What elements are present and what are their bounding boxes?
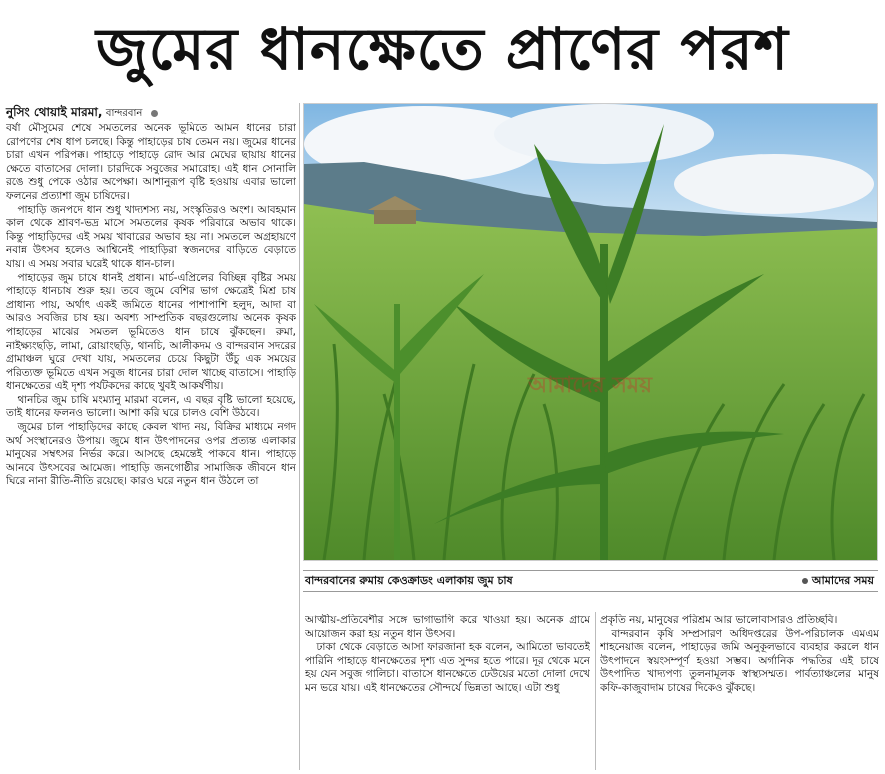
article-paragraph: পাহাড়ের জুম চাষে ধানই প্রধান। মার্চ-এপ্রিলের বিচ্ছিন্ন বৃষ্টির সময় পাহাড়ে ধানচাষ শুরু হয়। তবে জুমে বেশির ভাগ ক্ষেত্রেই মিশ্র চাষ প্রাধান্য পায়, অর্থাৎ একই জমিতে ধানের পাশাপাশি হলুদ, আদা বা আরও সবজির চাষ হয়। অবশ্য সাম্প্রতিক বছরগুলোয় অনেক কৃষক পাহাড়ের মাঝের সমতল ভূমিতেও ধান চাষে ঝুঁকছেন। রুমা, নাইক্ষ্যংছড়ি, লামা, রোয়াংছড়ি, থানচি, আলীকদম ও বান্দরবান সদরের গ্রামাঞ্চল ঘুরে দেখা যায়, সমতলের চেয়ে কিছুটা উঁচু এক সময়ের পরিত্যক্ত ভূমিতে এখন সবুজ ধানের চারা দোল খাচ্ছে বাতাসে। পাহাড়ি ধানক্ষেতের এই দৃশ্য পর্যটকদের কাছে খুবই আকর্ষণীয়। — [6, 271, 296, 393]
cloud — [494, 104, 714, 164]
photo-caption-bar — [303, 570, 878, 592]
article-paragraph: প্রকৃতি নয়, মানুষের পরিশ্রম আর ভালোবাসারও প্রতিচ্ছবি। — [600, 614, 838, 626]
news-photo — [303, 103, 878, 561]
photo-caption: বান্দরবানের রুমায় কেওক্রাডং এলাকায় জুম চাষ — [305, 574, 513, 587]
byline-place: বান্দরবান — [105, 108, 143, 119]
cloud — [674, 154, 874, 214]
photo-watermark: আমাদের সময় — [527, 373, 653, 398]
column-divider — [299, 103, 300, 770]
article-paragraph: জুমের চাল পাহাড়িদের কাছে কেবল খাদ্য নয়, বিক্রির মাধ্যমে নগদ অর্থ সংস্থানেরও উপায়। জুমে ধান উৎপাদনের ওপর প্রত্যন্ত এলাকার মানুষের সম্বৎসর নির্ভর করে। আসছে হেমন্তেই পাকবে ধান। পাহাড়ে আনবে উৎসবের আমেজ। পাহাড়ি জনগোষ্ঠীর সামাজিক জীবনে ধান ঘিরে নানা রীতি-নীতি রয়েছে। কারও ঘরে নতুন ধান উঠলে তা — [6, 421, 296, 488]
article-paragraph: বর্ষা মৌসুমের শেষে সমতলের অনেক ভূমিতে আমন ধানের চারা রোপণের শেষ ধাপ চলছে। কিন্তু পাহাড়ের চাষ তেমন নয়। জুমের ধানের চারা এখন পরিপক্ক। পাহাড়ে পাহাড়ে রোদ আর মেঘের ছায়ায় ধানের ক্ষেতে বাতাসের দোলা। চারদিকে সবুজের সমারোহ। এই ধান সোনালি রঙে শুধু পেকে ওঠার অপেক্ষা। আশানুরূপ বৃষ্টি হওয়ায় এবার ভালো ফলনের প্রত্যাশা জুম চাষিদের। — [6, 122, 296, 202]
photo-credit — [802, 571, 874, 591]
byline-author: নুসিং থোয়াই মারমা, — [6, 105, 103, 119]
byline-bullet-icon — [151, 110, 158, 117]
photo-credit-text: আমাদের সময় — [811, 574, 874, 587]
article-column-left — [6, 122, 296, 770]
article-paragraph: ঢাকা থেকে বেড়াতে আসা ফারজানা হক বলেন, আমিতো ভাবতেই পারিনি পাহাড়ে ধানক্ষেতের দৃশ্য এত সুন্দর হতে পারে। দূর থেকে মনে হয় যেন সবুজ গালিচা। বাতাসে ধানক্ষেতে ঢেউয়ের মতো দোলা দেখে মন ভরে যায়। এই ধানক্ষেতের সৌন্দর্যে ভিন্নতা আছে। এটা শুধু — [305, 641, 590, 694]
paddy-field-photo — [304, 104, 877, 560]
credit-bullet-icon — [802, 578, 808, 584]
headline: জুমের ধানক্ষেতে প্রাণের পরশ — [96, 15, 789, 83]
article-paragraph: পাহাড়ি জনপদে ধান শুধু খাদ্যশস্য নয়, সংস্কৃতিরও অংশ। আবহমান কাল থেকে শ্রাবণ-ভদ্র মাসে সমতলের কৃষক পরিবারে অভাব থাকে। কিন্তু পাহাড়িদের এই সময় খাবারের অভাব হয় না। সমতলে অগ্রহায়ণে নবান্ন উৎসব হলেও আশ্বিনেই পাহাড়িরা স্বজনদের বাড়িতে বেড়াতে যায়। এ সময় সবার ঘরেই থাকে ধান-চাল। — [6, 203, 296, 270]
byline — [6, 103, 296, 121]
article-paragraph: থানচির জুম চাষি মংম্যানু মারমা বলেন, এ বছর বৃষ্টি ভালো হয়েছে, তাই ধানের ফলনও ভালো। আশা করি ঘরে চালও বেশি উঠবে। — [6, 393, 296, 420]
article-column-middle — [305, 614, 590, 770]
article-column-right — [600, 614, 879, 770]
column-divider — [595, 612, 596, 770]
jum-hut — [374, 208, 416, 224]
article-paragraph: আত্মীয়-প্রতিবেশীর সঙ্গে ভাগাভাগি করে খাওয়া হয়। অনেক গ্রামে আয়োজন করা হয় নতুন ধান উৎসব। — [305, 614, 590, 640]
article-paragraph: বান্দরবান কৃষি সম্প্রসারণ অধিদপ্তরের উপ-পরিচালক এমএম শাহনেয়াজ বলেন, পাহাড়ের জমি অনুকূলভাবে ব্যবহার করলে ধান উৎপাদনে স্বয়ংসম্পূর্ণ হওয়া সম্ভব। অর্গানিক পদ্ধতির এই চাষে উৎপাদিত খাদ্যপণ্য তুলনামূলক স্বাস্থ্যসম্মত। পার্বত্যাঞ্চলের মানুষ কফি-কাজুবাদাম চাষের দিকেও ঝুঁকছে। — [600, 627, 879, 694]
